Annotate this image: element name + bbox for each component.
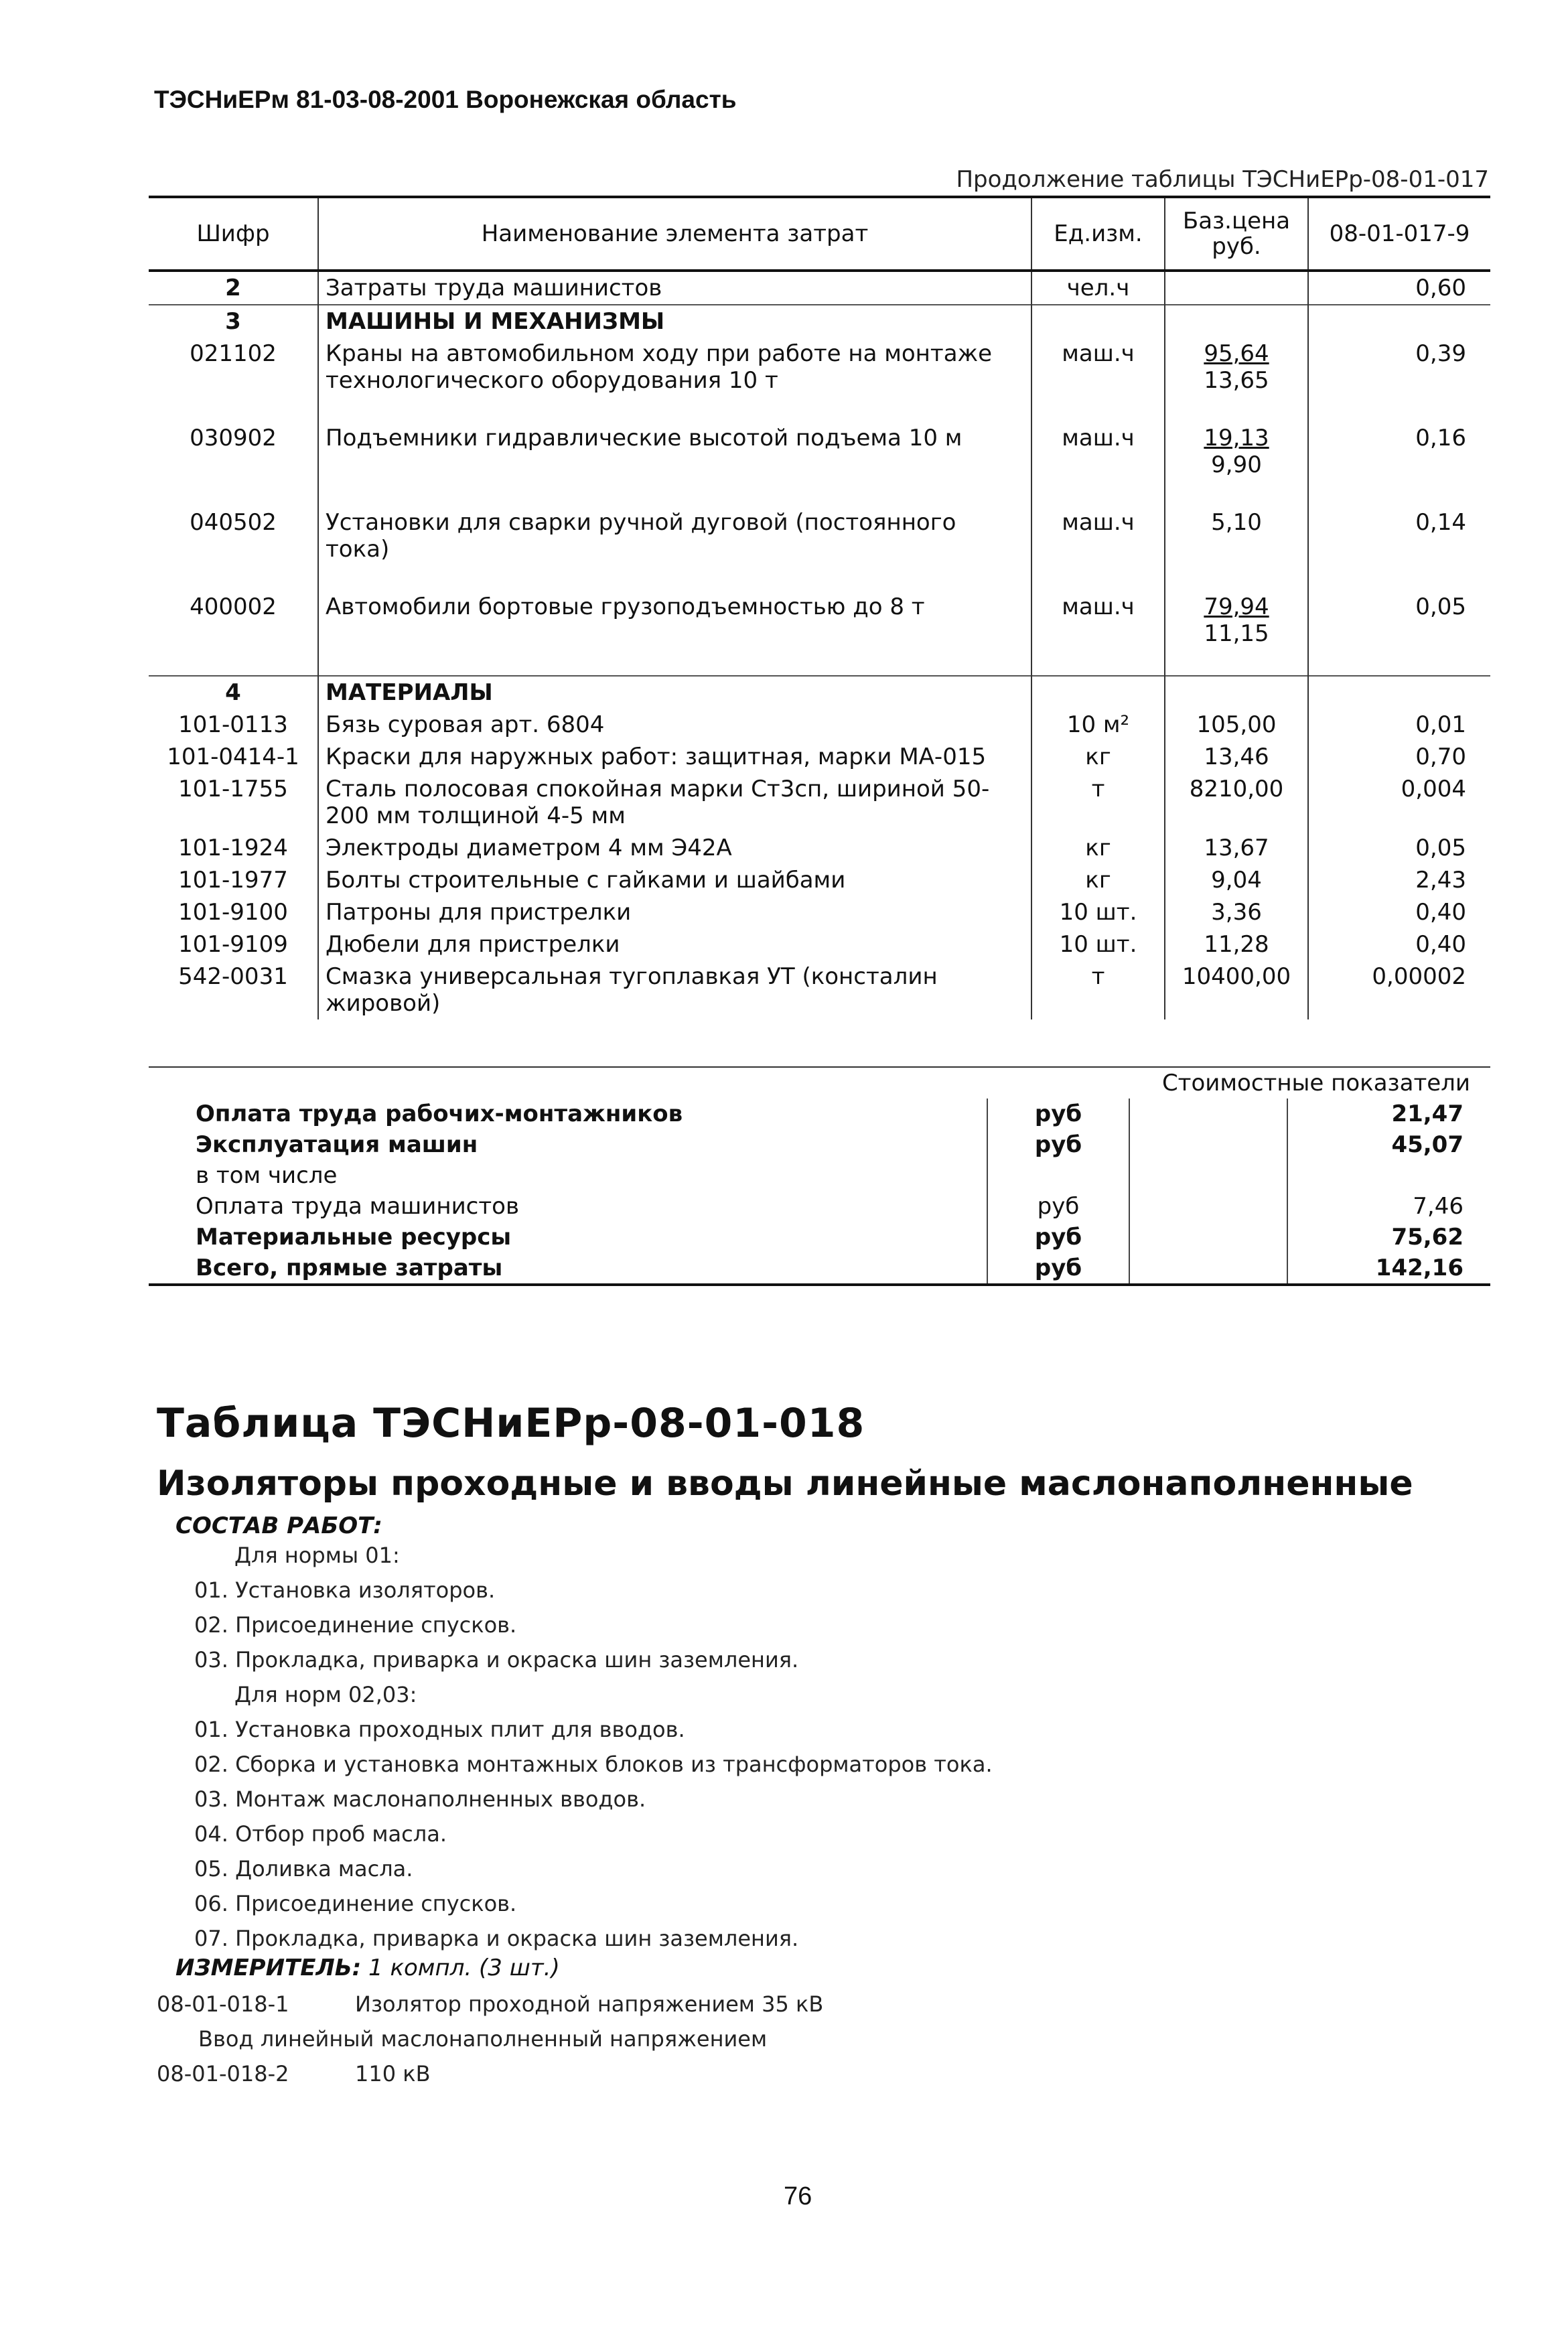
row-code: 040502 xyxy=(190,509,277,536)
summary-value xyxy=(1287,1160,1490,1191)
row-price: 9,04 xyxy=(1165,864,1308,896)
norm-code xyxy=(157,2022,198,2056)
row-name: Патроны для пристрелки xyxy=(318,896,1031,928)
summary-blank xyxy=(1129,1191,1287,1222)
row-unit: кг xyxy=(1031,832,1165,864)
summary-row xyxy=(149,1099,1490,1129)
summary-value: 7,46 xyxy=(1287,1191,1490,1222)
table-row xyxy=(149,422,1490,481)
row-unit: маш.ч xyxy=(1031,506,1165,565)
table-subtitle: Изоляторы проходные и вводы линейные маслонаполненные xyxy=(157,1464,1413,1504)
table-row xyxy=(149,741,1490,773)
row-price: 11,28 xyxy=(1165,928,1308,961)
measure-line xyxy=(175,1955,560,1981)
norm-row xyxy=(157,2022,823,2056)
row-name: Установки для сварки ручной дуговой (постоянного тока) xyxy=(318,506,1031,565)
row-name: Краны на автомобильном ходу при работе на монтаже технологического оборудования 10 т xyxy=(318,338,1031,397)
row-code: 2 xyxy=(225,275,241,301)
price-wage: 11,15 xyxy=(1204,620,1269,647)
summary-label: Оплата труда машинистов xyxy=(196,1193,520,1220)
machines-list xyxy=(149,338,1490,676)
summary-unit: руб xyxy=(987,1191,1129,1222)
cost-header-row xyxy=(149,1067,1490,1099)
row-value: 0,14 xyxy=(1308,506,1490,565)
materials-list xyxy=(149,709,1490,1019)
work-composition-label: СОСТАВ РАБОТ: xyxy=(175,1512,382,1539)
row-price: 3,36 xyxy=(1165,896,1308,928)
list-item: 05. Доливка масла. xyxy=(194,1856,413,1882)
norm-text: Изолятор проходной напряжением 35 кВ xyxy=(355,1991,824,2017)
table-title: Таблица ТЭСНиЕРр-08-01-018 xyxy=(157,1400,865,1447)
list-item: 01. Установка проходных плит для вводов. xyxy=(194,1717,685,1742)
row-value: 0,40 xyxy=(1308,896,1490,928)
row-price xyxy=(1165,591,1308,650)
resource-table xyxy=(149,196,1490,1019)
summary-unit: руб xyxy=(987,1222,1129,1253)
col-header-code: Шифр xyxy=(149,197,318,271)
summary-unit: руб xyxy=(987,1253,1129,1285)
table-row xyxy=(149,338,1490,397)
row-name: Бязь суровая арт. 6804 xyxy=(318,709,1031,741)
norm2-label: Для норм 02,03: xyxy=(234,1682,417,1707)
row-code: 101-1977 xyxy=(178,867,288,894)
row-name: Болты строительные с гайками и шайбами xyxy=(318,864,1031,896)
row-name: Затраты труда машинистов xyxy=(318,271,1031,305)
row-value: 0,05 xyxy=(1308,591,1490,650)
summary-row xyxy=(149,1129,1490,1160)
summary-label: в том числе xyxy=(196,1162,338,1189)
row-unit: чел.ч xyxy=(1031,271,1165,305)
table-row xyxy=(149,896,1490,928)
table-row xyxy=(149,928,1490,961)
row-unit: кг xyxy=(1031,741,1165,773)
row-code: 101-0414-1 xyxy=(167,743,299,770)
col-header-name: Наименование элемента затрат xyxy=(318,197,1031,271)
list-item: 06. Присоединение спусков. xyxy=(194,1891,517,1916)
summary-blank xyxy=(1129,1129,1287,1160)
row-unit: маш.ч xyxy=(1031,422,1165,481)
norm1-label: Для нормы 01: xyxy=(234,1543,400,1568)
list-item: 01. Установка изоляторов. xyxy=(194,1577,496,1603)
row-name: Автомобили бортовые грузоподъемностью до 8 т xyxy=(318,591,1031,650)
row-name: Краски для наружных работ: защитная, марки МА-015 xyxy=(318,741,1031,773)
price-wage: 9,90 xyxy=(1211,451,1262,478)
row-code: 400002 xyxy=(190,593,277,620)
row-name: Сталь полосовая спокойная марки Ст3сп, шириной 50-200 мм толщиной 4-5 мм xyxy=(318,773,1031,832)
col-header-norm: 08-01-017-9 xyxy=(1308,197,1490,271)
norm-text: 110 кВ xyxy=(355,2061,431,2086)
section-title: МАШИНЫ И МЕХАНИЗМЫ xyxy=(318,305,1031,338)
norm1-work-list xyxy=(194,1573,798,1677)
norm-code: 08-01-018-2 xyxy=(157,2061,289,2086)
row-code: 101-1924 xyxy=(178,835,288,861)
table-continuation-caption: Продолжение таблицы ТЭСНиЕРр-08-01-017 xyxy=(956,166,1489,193)
price-base: 19,13 xyxy=(1204,425,1269,451)
summary-unit: руб xyxy=(987,1099,1129,1129)
row-code: 101-1755 xyxy=(178,776,288,802)
summary-label: Оплата труда рабочих-монтажников xyxy=(196,1101,683,1127)
summary-blank xyxy=(1129,1160,1287,1191)
summary-value: 75,62 xyxy=(1287,1222,1490,1253)
row-value: 0,39 xyxy=(1308,338,1490,397)
row-name: Подъемники гидравлические высотой подъема 10 м xyxy=(318,422,1031,481)
row-unit: маш.ч xyxy=(1031,591,1165,650)
section-code: 4 xyxy=(149,676,318,709)
row-value: 0,40 xyxy=(1308,928,1490,961)
summary-row xyxy=(149,1253,1490,1285)
norm2-work-list xyxy=(194,1712,993,1956)
section-materials-row xyxy=(149,676,1490,709)
summary-row xyxy=(149,1160,1490,1191)
measure-value: 1 компл. (3 шт.) xyxy=(368,1955,560,1981)
norm-text: Ввод линейный маслонаполненный напряжением xyxy=(198,2026,768,2052)
summary-label: Материальные ресурсы xyxy=(196,1224,512,1251)
summary-value: 45,07 xyxy=(1287,1129,1490,1160)
row-unit: 10 шт. xyxy=(1031,896,1165,928)
list-item: 02. Присоединение спусков. xyxy=(194,1612,517,1638)
price-base: 5,10 xyxy=(1211,509,1262,536)
table-row xyxy=(149,864,1490,896)
norm-code: 08-01-018-1 xyxy=(157,1991,289,2017)
row-unit: кг xyxy=(1031,864,1165,896)
norm-row xyxy=(157,1987,823,2022)
row-code: 101-9109 xyxy=(178,931,288,958)
table-row xyxy=(149,591,1490,650)
price-base: 95,64 xyxy=(1204,340,1269,367)
summary-blank xyxy=(1129,1099,1287,1129)
list-item: 03. Монтаж маслонаполненных вводов. xyxy=(194,1786,646,1812)
row-code: 021102 xyxy=(190,340,277,367)
cost-header: Стоимостные показатели xyxy=(149,1067,1490,1099)
row-name: Смазка универсальная тугоплавкая УТ (консталин жировой) xyxy=(318,961,1031,1019)
summary-label: Эксплуатация машин xyxy=(196,1131,478,1158)
section-machines-row xyxy=(149,305,1490,338)
summary-blank xyxy=(1129,1222,1287,1253)
row-code: 101-9100 xyxy=(178,899,288,926)
section-title: МАТЕРИАЛЫ xyxy=(318,676,1031,709)
measure-label: ИЗМЕРИТЕЛЬ: xyxy=(175,1955,362,1981)
row-price xyxy=(1165,506,1308,565)
cost-summary xyxy=(149,1066,1490,1286)
table-header-row xyxy=(149,197,1490,271)
row-name: Дюбели для пристрелки xyxy=(318,928,1031,961)
row-code: 542-0031 xyxy=(178,963,288,990)
row-price xyxy=(1165,422,1308,481)
norm-row xyxy=(157,2056,823,2091)
row-price: 10400,00 xyxy=(1165,961,1308,1019)
list-item: 04. Отбор проб масла. xyxy=(194,1821,447,1847)
list-item: 03. Прокладка, приварка и окраска шин заземления. xyxy=(194,1647,799,1673)
table-row xyxy=(149,709,1490,741)
row-unit: т xyxy=(1031,961,1165,1019)
row-value: 0,16 xyxy=(1308,422,1490,481)
row-value: 0,70 xyxy=(1308,741,1490,773)
row-price: 8210,00 xyxy=(1165,773,1308,832)
list-item: 07. Прокладка, приварка и окраска шин заземления. xyxy=(194,1926,799,1951)
summary-unit xyxy=(987,1160,1129,1191)
row-unit: т xyxy=(1031,773,1165,832)
row-price: 105,00 xyxy=(1165,709,1308,741)
list-item: 02. Сборка и установка монтажных блоков из трансформаторов тока. xyxy=(194,1752,993,1777)
table-row xyxy=(149,832,1490,864)
row-value: 0,00002 xyxy=(1308,961,1490,1019)
row-value: 0,60 xyxy=(1308,271,1490,305)
row-code: 101-0113 xyxy=(178,711,288,738)
row-name: Электроды диаметром 4 мм Э42А xyxy=(318,832,1031,864)
norms-list xyxy=(157,1987,823,2091)
summary-value: 21,47 xyxy=(1287,1099,1490,1129)
table-row xyxy=(149,773,1490,832)
row-value: 2,43 xyxy=(1308,864,1490,896)
row-unit: 10 м² xyxy=(1031,709,1165,741)
row-code: 030902 xyxy=(190,425,277,451)
document-header: ТЭСНиЕРм 81-03-08-2001 Воронежская область xyxy=(154,86,737,113)
section-code: 3 xyxy=(149,305,318,338)
table-row xyxy=(149,506,1490,565)
row-value: 0,01 xyxy=(1308,709,1490,741)
col-header-price: Баз.цена руб. xyxy=(1165,197,1308,271)
price-base: 79,94 xyxy=(1204,593,1269,620)
table-row-labor xyxy=(149,271,1490,305)
row-value: 0,05 xyxy=(1308,832,1490,864)
table-row xyxy=(149,961,1490,1019)
row-price: 13,46 xyxy=(1165,741,1308,773)
summary-value: 142,16 xyxy=(1287,1253,1490,1285)
row-unit: 10 шт. xyxy=(1031,928,1165,961)
summary-label: Всего, прямые затраты xyxy=(149,1253,987,1285)
row-price: 13,67 xyxy=(1165,832,1308,864)
col-header-unit: Ед.изм. xyxy=(1031,197,1165,271)
row-unit: маш.ч xyxy=(1031,338,1165,397)
price-wage: 13,65 xyxy=(1204,367,1269,394)
row-value: 0,004 xyxy=(1308,773,1490,832)
summary-blank xyxy=(1129,1253,1287,1285)
row-price xyxy=(1165,338,1308,397)
summary-unit: руб xyxy=(987,1129,1129,1160)
summary-row xyxy=(149,1191,1490,1222)
summary-row xyxy=(149,1222,1490,1253)
page-number: 76 xyxy=(784,2182,812,2210)
